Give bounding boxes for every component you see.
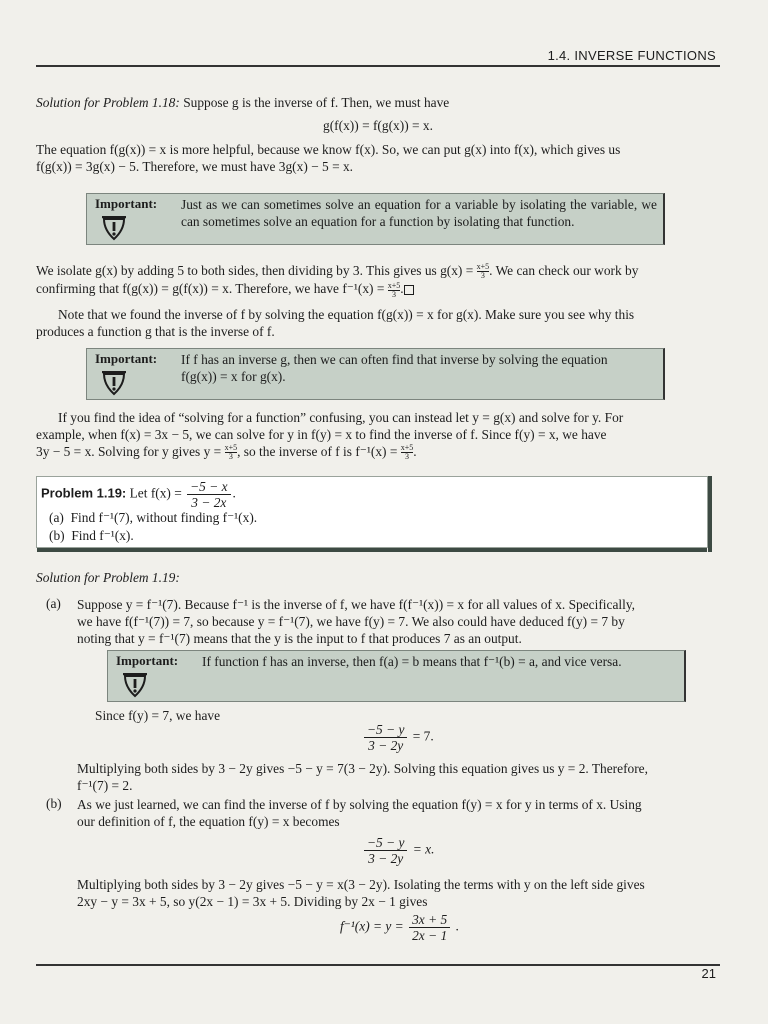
text-run: . We can check our work by (489, 263, 639, 278)
problem-box-shadow (37, 548, 707, 552)
fraction-denominator: 3 (228, 452, 233, 462)
text-run: = x. (412, 841, 435, 857)
text-run: confirming that f(g(x)) = g(f(x)) = x. Therefore, we have f⁻¹(x) = (36, 281, 388, 297)
paragraph-line: If you find the idea of “solving for a function” confusing, you can instead let y = g(x) and solve for y. For (58, 410, 624, 425)
fraction (409, 912, 450, 943)
paragraph-line: our definition of f, the equation f(y) = x becomes (77, 814, 340, 829)
paragraph-line: The equation f(g(x)) = x is more helpful, because we know f(x). So, we can put g(x) into f(x), which gives us (36, 142, 621, 157)
important-text (181, 351, 657, 385)
equation-gf: g(f(x)) = f(g(x)) = x. (323, 118, 433, 133)
paragraph-line: As we just learned, we can find the inverse of f by solving the equation f(y) = x for y in terms of x. Using (77, 797, 642, 812)
footer-rule (36, 964, 720, 966)
paragraph-2 (36, 262, 720, 299)
fraction-numerator: −5 − y (364, 835, 407, 851)
paragraph-line: produces a function g that is the inverse of f. (36, 324, 275, 339)
page-number: 21 (701, 966, 716, 981)
since-text: Since f(y) = 7, we have (95, 708, 221, 723)
important-box (107, 650, 686, 702)
fraction (364, 722, 407, 753)
text-run: We isolate g(x) by adding 5 to both sides, then dividing by 3. This gives us g(x) = (36, 263, 477, 278)
part-text: Find f⁻¹(7), without finding f⁻¹(x). (70, 510, 258, 525)
important-text: Just as we can sometimes solve an equation for a variable by isolating the variable, we can sometimes solve an equation for a function by isolating that function. (181, 197, 657, 229)
fraction-denominator: 3 − 2y (368, 738, 404, 753)
fraction-numerator: x+5 (224, 443, 238, 453)
paragraph-line: we have f(f⁻¹(7)) = 7, so because y = f⁻¹(7), we have f(y) = 7. We also could have deduced f(y) = 7 by (77, 614, 625, 629)
fraction (387, 280, 404, 299)
paragraph-4 (36, 409, 720, 461)
text-run: , so the inverse of f is f⁻¹(x) = (237, 444, 401, 459)
text-run: . (413, 444, 417, 459)
header-rule (36, 65, 720, 67)
solution-part-a (77, 596, 720, 647)
fraction-denominator: 3 − 2x (191, 495, 227, 510)
exclamation-shield-icon (101, 216, 127, 242)
part-label: (b) (46, 796, 62, 811)
fraction-numerator: x+5 (387, 280, 401, 290)
paragraph-line: 2xy − y = 3x + 5, so y(2x − 1) = 3x + 5. Dividing by 2x − 1 gives (77, 894, 428, 909)
solution-label: Solution for Problem 1.18: (36, 95, 180, 110)
paragraph-line: Multiplying both sides by 3 − 2y gives −5 − y = x(3 − 2y). Isolating the terms with y on the left side gives (77, 877, 645, 892)
solution-1-18-intro (36, 94, 720, 111)
intro-text: Suppose g is the inverse of f. Then, we must have (183, 95, 450, 110)
fraction-numerator: −5 − y (364, 722, 407, 738)
problem-statement (41, 479, 236, 510)
fraction (364, 835, 407, 866)
important-label: Important: (95, 351, 158, 366)
fraction-denominator: 3 (405, 452, 409, 462)
problem-part-b (49, 528, 134, 544)
solution-part-b (77, 796, 720, 830)
important-box (86, 348, 665, 400)
part-text: Find f⁻¹(x). (71, 528, 134, 543)
text-run: f⁻¹(x) = y = (340, 918, 408, 934)
problem-1-19-box (36, 476, 708, 548)
paragraph-3 (36, 306, 720, 340)
qed-square-icon (404, 285, 414, 295)
exclamation-shield-icon (101, 371, 127, 397)
text-run: = 7. (412, 728, 434, 744)
exclamation-shield-icon (122, 673, 148, 699)
part-label: (a) (46, 596, 61, 611)
fraction-denominator: 3 (480, 271, 485, 281)
important-box (86, 193, 665, 245)
important-line: f(g(x)) = x for g(x). (181, 369, 286, 384)
problem-part-a (49, 510, 257, 526)
paragraph-line: noting that y = f⁻¹(7) means that the y is the input to f that produces 7 as an output. (77, 631, 522, 646)
equation-1 (362, 722, 434, 753)
paragraph-line: example, when f(x) = 3x − 5, we can solve for y in f(y) = x to find the inverse of f. Since f(y) = x, we have (36, 427, 607, 442)
equation-2 (362, 835, 434, 866)
paragraph-line: Multiplying both sides by 3 − 2y gives −5 − y = 7(3 − 2y). Solving this equation gives us y = 2. Therefore, (77, 761, 648, 776)
text-run: 3y − 5 = x. Solving for y gives y = (36, 444, 225, 459)
important-text: If function f has an inverse, then f(a) = b means that f⁻¹(b) = a, and vice versa. (202, 654, 622, 669)
fraction-denominator: 3 − 2y (368, 851, 404, 866)
fraction (225, 444, 238, 461)
text-run: . (455, 918, 459, 934)
running-header: 1.4. INVERSE FUNCTIONS (547, 48, 716, 63)
fraction (477, 263, 490, 280)
problem-label: Problem 1.19: (41, 485, 127, 501)
fraction-denominator: 2x − 1 (412, 928, 448, 943)
paragraph-line: Suppose y = f⁻¹(7). Because f⁻¹ is the inverse of f, we have f(f⁻¹(x)) = x for all values of x. Specifically, (77, 597, 636, 612)
solution-label: Solution for Problem 1.19: (36, 570, 180, 585)
text-run: . (400, 281, 404, 297)
solution-part-b-cont (77, 876, 720, 910)
equation-3 (340, 912, 459, 943)
paragraph-1 (36, 141, 720, 175)
paragraph-line: Note that we found the inverse of f by solving the equation f(g(x)) = x for g(x). Make sure you see why this (58, 307, 635, 322)
fraction-numerator: x+5 (400, 443, 414, 453)
fraction (400, 443, 417, 462)
fraction-numerator: 3x + 5 (409, 912, 450, 928)
fraction (187, 479, 230, 510)
important-label: Important: (116, 653, 179, 668)
fraction-denominator: 3 (392, 289, 397, 299)
important-line: If f has an inverse g, then we can often find that inverse by solving the equation (181, 352, 608, 367)
fraction-numerator: −5 − x (187, 479, 230, 495)
paragraph-line: f(g(x)) = 3g(x) − 5. Therefore, we must have 3g(x) − 5 = x. (36, 159, 354, 174)
solution-part-a-cont (77, 760, 720, 794)
text-run: Let f(x) = (129, 485, 186, 501)
part-label: (b) (49, 528, 65, 543)
paragraph-line: f⁻¹(7) = 2. (77, 778, 133, 793)
important-label: Important: (95, 196, 158, 211)
part-label: (a) (49, 510, 64, 525)
text-run: . (232, 485, 236, 501)
fraction-numerator: x+5 (476, 262, 490, 272)
problem-box-shadow (708, 476, 712, 552)
